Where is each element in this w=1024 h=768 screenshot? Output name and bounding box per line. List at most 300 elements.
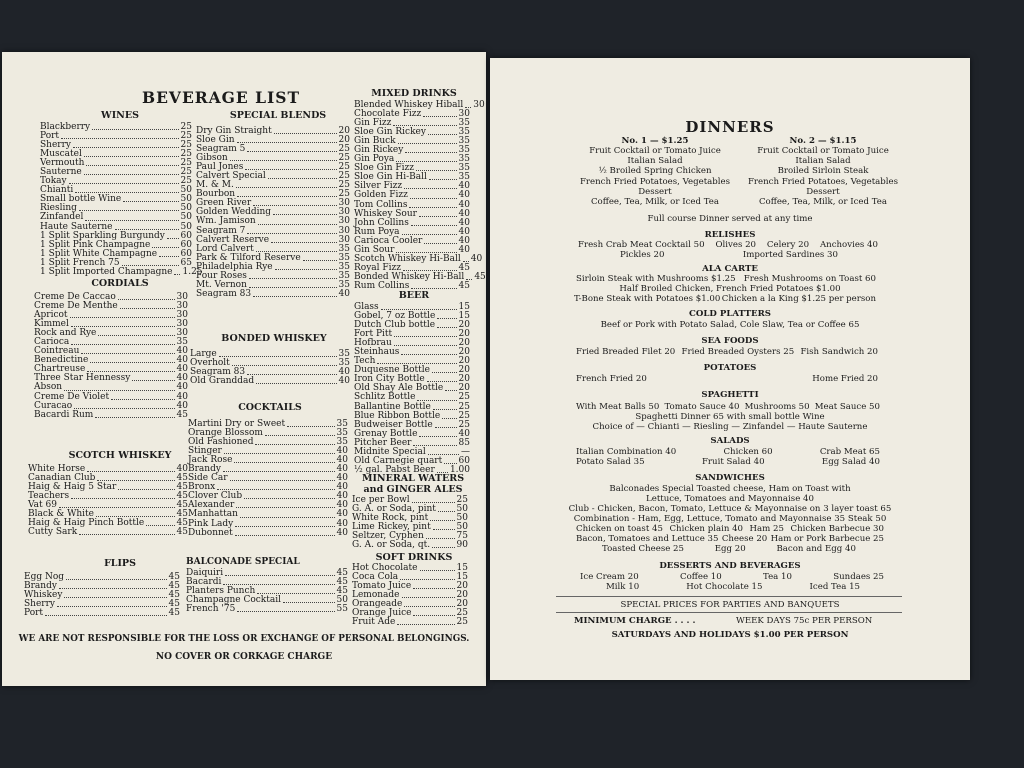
dot-leader bbox=[152, 247, 178, 248]
menu-item-name: Sherry bbox=[40, 140, 71, 151]
menu-item-name: Philadelphia Rye bbox=[196, 261, 273, 272]
menu-item-name: Sloe Gin Rickey bbox=[354, 127, 426, 138]
dot-leader bbox=[405, 152, 456, 153]
menu-entry: Mushrooms 50 bbox=[744, 402, 810, 412]
dot-leader bbox=[71, 344, 174, 345]
menu-item-name: 1 Split Pink Champagne bbox=[40, 239, 151, 250]
dot-leader bbox=[59, 507, 175, 508]
menu-item-name: Carioca bbox=[34, 337, 70, 348]
menu-item-price: 35 bbox=[336, 437, 348, 448]
menu-item-price: 60 bbox=[180, 230, 192, 241]
menu-item-price: 30 bbox=[176, 319, 188, 330]
menu-item-price: 25 bbox=[180, 176, 192, 187]
menu-item-name: Riesling bbox=[40, 203, 77, 214]
menu-item-price: 40 bbox=[458, 208, 470, 219]
menu-item-name: Gibson bbox=[196, 153, 228, 164]
menu-item-price: 40 bbox=[336, 518, 348, 529]
scotch-list bbox=[28, 465, 188, 537]
menu-item-name: Overholt bbox=[190, 358, 230, 369]
dot-leader bbox=[132, 380, 174, 381]
dot-leader bbox=[57, 606, 167, 607]
menu-item-name: Large bbox=[190, 349, 217, 359]
menu-item-name: Mt. Vernon bbox=[196, 279, 247, 290]
dot-leader bbox=[118, 299, 175, 300]
menu-item-price: 20 bbox=[456, 599, 468, 610]
menu-item bbox=[352, 541, 468, 550]
dot-leader bbox=[427, 381, 457, 382]
dot-leader bbox=[466, 279, 472, 280]
menu-entry: Ham 25 bbox=[749, 524, 784, 534]
menu-item-name: Old Fashioned bbox=[188, 437, 254, 448]
dot-leader bbox=[81, 353, 174, 354]
menu-item-name: Ballantine Bottle bbox=[354, 401, 431, 412]
dot-leader bbox=[236, 187, 337, 188]
menu-item-price: 25 bbox=[458, 401, 470, 412]
dot-leader bbox=[423, 116, 456, 117]
menu-item-price: 20 bbox=[458, 365, 470, 376]
menu-item-name: Golden Fizz bbox=[354, 190, 408, 201]
menu-item-price: 35 bbox=[338, 279, 350, 290]
menu-item-name: Lime Rickey, pint bbox=[352, 522, 431, 533]
spaghetti-row-1 bbox=[576, 402, 880, 412]
beer-list bbox=[354, 303, 470, 475]
dot-leader bbox=[426, 538, 455, 539]
menu-entry: Celery 20 bbox=[766, 240, 810, 250]
dinners-title: DINNERS bbox=[685, 118, 775, 136]
menu-item-name: Chartreuse bbox=[34, 364, 86, 375]
soft-drinks-list bbox=[352, 564, 468, 627]
menu-item-price: 45 bbox=[176, 500, 188, 511]
menu-item-name: Egg Nog bbox=[24, 572, 65, 582]
menu-item-price: 45 bbox=[176, 518, 188, 529]
menu-item-price: 25 bbox=[338, 153, 350, 164]
menu-item-name: M. & M. bbox=[196, 180, 234, 191]
menu-item-price: 35 bbox=[458, 172, 470, 183]
dot-leader bbox=[217, 489, 334, 490]
menu-entry: Ham or Pork Barbecue 25 bbox=[770, 534, 884, 544]
ala-carte-heading: ALA CARTE bbox=[702, 264, 758, 274]
menu-entry: Fried Breaded Oysters 25 bbox=[681, 347, 795, 357]
menu-item-name: G. A. or Soda, qt. bbox=[352, 540, 431, 551]
menu-item-price: 30 bbox=[176, 292, 188, 302]
beer-heading: BEER bbox=[398, 290, 430, 301]
balconade-list bbox=[186, 569, 348, 614]
menu-item-name: Chianti bbox=[40, 185, 74, 196]
dot-leader bbox=[403, 270, 457, 271]
dot-leader bbox=[95, 417, 174, 418]
menu-item-price: 25 bbox=[338, 180, 350, 191]
menu-item-name: Vermouth bbox=[40, 158, 85, 169]
dot-leader bbox=[404, 606, 454, 607]
menu-entry: Fruit Salad 40 bbox=[701, 457, 765, 467]
menu-item bbox=[40, 123, 192, 132]
menu-item-name: Tom Collins bbox=[354, 199, 408, 210]
menu-item-price: 1.25 bbox=[182, 266, 203, 277]
salads-row-1 bbox=[576, 447, 880, 457]
menu-item-price: 50 bbox=[180, 194, 192, 205]
menu-item-name: Calvert Reserve bbox=[196, 234, 270, 245]
menu-item-name: Orange Juice bbox=[352, 608, 412, 619]
menu-item-price: 30 bbox=[338, 225, 350, 236]
menu-item-price: 35 bbox=[176, 337, 188, 348]
dinner-no1-lines bbox=[560, 146, 750, 207]
menu-item-price: 45 bbox=[168, 608, 180, 619]
menu-item-price: 20 bbox=[456, 590, 468, 601]
dinner-no1 bbox=[560, 136, 750, 207]
dot-leader bbox=[445, 390, 456, 391]
wines-list bbox=[40, 122, 203, 277]
bonded-heading: BONDED WHISKEY bbox=[221, 333, 327, 344]
menu-item-name: Scotch Whiskey Hi-Ball bbox=[354, 253, 461, 264]
dot-leader bbox=[413, 445, 456, 446]
dot-leader bbox=[225, 575, 334, 576]
dot-leader bbox=[232, 365, 337, 366]
menu-item-name: Seltzer, Cyphen bbox=[352, 531, 424, 542]
menu-item-name: Silver Fizz bbox=[354, 181, 403, 192]
dot-leader bbox=[236, 507, 334, 508]
menu-item-name: Schlitz Bottle bbox=[354, 392, 416, 403]
menu-item-name: Bacardi bbox=[186, 577, 222, 588]
menu-item-name: Tokay bbox=[40, 176, 67, 187]
menu-item-name: Royal Fizz bbox=[354, 262, 401, 273]
dot-leader bbox=[274, 133, 337, 134]
cocktails-heading: COCKTAILS bbox=[238, 402, 302, 413]
responsibility-notice: WE ARE NOT RESPONSIBLE FOR THE LOSS OR EXCHANGE OF PERSONAL BELONGINGS. bbox=[18, 634, 470, 644]
menu-item-name: Abson bbox=[34, 382, 63, 393]
menu-item-price: 40 bbox=[338, 367, 350, 378]
dot-leader bbox=[253, 205, 336, 206]
menu-entry: Sundaes 25 bbox=[833, 572, 884, 582]
menu-item-name: Four Roses bbox=[196, 270, 247, 281]
menu-item-price: 30 bbox=[176, 301, 188, 312]
menu-item-name: Side Car bbox=[188, 473, 228, 484]
spaghetti-heading: SPAGHETTI bbox=[701, 390, 759, 400]
dot-leader bbox=[66, 579, 167, 580]
menu-item-price: 20 bbox=[458, 356, 470, 367]
menu-item-price: 60 bbox=[180, 239, 192, 250]
relishes-row-1 bbox=[578, 240, 878, 250]
full-course-note: Full course Dinner served at any time bbox=[647, 214, 813, 224]
menu-item-name: Bourbon bbox=[196, 189, 236, 200]
sea-foods-heading: SEA FOODS bbox=[701, 336, 759, 346]
ala-carte-row-3 bbox=[574, 294, 876, 304]
sandwiches-line-4: Combination - Ham, Egg, Lettuce, Tomato and Mayonnaise 35 Steak 50 bbox=[573, 514, 887, 524]
menu-item-price: 15 bbox=[458, 302, 470, 312]
menu-item-price: 60 bbox=[458, 455, 470, 466]
dot-leader bbox=[70, 317, 175, 318]
dot-leader bbox=[396, 252, 456, 253]
menu-item-name: 1 Split French 75 bbox=[40, 257, 120, 268]
dot-leader bbox=[401, 354, 456, 355]
menu-item-price: 20 bbox=[458, 329, 470, 340]
menu-item-name: Teachers bbox=[28, 491, 70, 502]
dot-leader bbox=[442, 418, 456, 419]
desserts-heading: DESSERTS AND BEVERAGES bbox=[659, 561, 801, 571]
menu-item-price: 35 bbox=[458, 136, 470, 147]
mineral-waters-heading: MINERAL WATERS and GINGER ALES bbox=[361, 473, 465, 495]
dot-leader bbox=[402, 597, 455, 598]
dot-leader bbox=[120, 308, 175, 309]
menu-item-price: 30 bbox=[176, 310, 188, 321]
dinner-line: Coffee, Tea, Milk, or Iced Tea bbox=[590, 197, 719, 208]
dot-leader bbox=[410, 198, 457, 199]
menu-item-price: 45 bbox=[336, 577, 348, 588]
dinner-line: Fruit Cocktail or Tomato Juice bbox=[757, 146, 889, 156]
menu-item-price: 90 bbox=[456, 540, 468, 551]
menu-item-price: 75 bbox=[456, 531, 468, 542]
menu-item-name: Brandy bbox=[24, 581, 57, 592]
dot-leader bbox=[429, 179, 457, 180]
menu-item-name: John Collins bbox=[354, 217, 409, 228]
menu-item-price: 15 bbox=[456, 572, 468, 583]
dot-leader bbox=[87, 471, 174, 472]
dinner-line: French Fried Potatoes, Vegetables bbox=[747, 176, 899, 187]
menu-item-name: Glass bbox=[354, 302, 379, 312]
potatoes-row bbox=[576, 374, 878, 384]
menu-item-name: Whiskey bbox=[24, 590, 63, 601]
menu-item-name: Apricot bbox=[34, 310, 68, 321]
dot-leader bbox=[159, 256, 178, 257]
menu-item-price: 40 bbox=[336, 473, 348, 484]
dot-leader bbox=[71, 326, 175, 327]
menu-item-price: 35 bbox=[458, 127, 470, 138]
dinner-no1-heading: No. 1 — $1.25 bbox=[621, 136, 689, 146]
menu-item-name: Creme De Violet bbox=[34, 391, 110, 402]
salads-heading: SALADS bbox=[710, 436, 750, 446]
menu-item-price: 40 bbox=[470, 253, 483, 264]
menu-item-price: 35 bbox=[458, 163, 470, 174]
dot-leader bbox=[419, 216, 457, 217]
menu-entry: Egg Salad 40 bbox=[821, 457, 880, 467]
dot-leader bbox=[257, 593, 334, 594]
dot-leader bbox=[404, 188, 456, 189]
dot-leader bbox=[275, 269, 337, 270]
menu-entry: Iced Tea 15 bbox=[809, 582, 860, 592]
mixed-drinks-heading: MIXED DRINKS bbox=[371, 88, 457, 99]
dot-leader bbox=[303, 260, 337, 261]
menu-item-name: Blue Ribbon Bottle bbox=[354, 410, 441, 421]
dot-leader bbox=[235, 535, 335, 536]
dot-leader bbox=[255, 444, 334, 445]
menu-item-name: 1 Split Sparkling Burgundy bbox=[40, 230, 165, 241]
spaghetti-row-2: Spaghetti Dinner 65 with small bottle Wine bbox=[635, 412, 825, 422]
menu-item-price: 20 bbox=[458, 320, 470, 331]
menu-item-price: 40 bbox=[458, 199, 470, 210]
dot-leader bbox=[249, 278, 337, 279]
dot-leader bbox=[268, 178, 337, 179]
menu-item-price: 25 bbox=[458, 410, 470, 421]
dot-leader bbox=[428, 454, 459, 455]
bonded-list bbox=[190, 350, 350, 386]
menu-item-name: Champagne Cocktail bbox=[186, 595, 281, 606]
menu-item-name: Gin Sour bbox=[354, 244, 395, 255]
menu-item-price: 45 bbox=[474, 271, 486, 282]
dinner-line: Dessert bbox=[638, 186, 672, 197]
menu-entry: Milk 10 bbox=[606, 582, 640, 592]
menu-item-name: Planters Punch bbox=[186, 586, 256, 597]
menu-item-price: 35 bbox=[336, 419, 348, 429]
dot-leader bbox=[240, 517, 335, 518]
flips-list bbox=[24, 573, 180, 618]
menu-item-price: 25 bbox=[338, 189, 350, 200]
special-blends-heading: SPECIAL BLENDS bbox=[229, 110, 327, 121]
desserts-row-2 bbox=[606, 582, 860, 592]
dot-leader bbox=[59, 588, 167, 589]
menu-item-price: 45 bbox=[336, 568, 348, 578]
menu-item-price: 50 bbox=[180, 185, 192, 196]
dot-leader bbox=[411, 225, 457, 226]
dot-leader bbox=[258, 224, 337, 225]
menu-entry: Home Fried 20 bbox=[812, 374, 878, 384]
menu-item-price: 35 bbox=[338, 270, 350, 281]
menu-item-name: Bacardi Rum bbox=[34, 409, 94, 420]
menu-entry: With Meat Balls 50 bbox=[576, 402, 660, 412]
menu-item-name: Steinhaus bbox=[354, 347, 400, 358]
menu-item-name: Rum Poya bbox=[354, 226, 400, 237]
dot-leader bbox=[433, 529, 455, 530]
menu-item-price: 30 bbox=[458, 109, 470, 120]
sea-foods-row bbox=[576, 347, 878, 357]
dot-leader bbox=[234, 462, 334, 463]
menu-item-price: 1.00 bbox=[449, 464, 470, 475]
menu-item bbox=[24, 609, 180, 618]
menu-item-price: 35 bbox=[338, 349, 350, 359]
dinner-line: Italian Salad bbox=[627, 156, 683, 167]
menu-item-name: Black & White bbox=[28, 509, 94, 520]
dot-leader bbox=[219, 356, 337, 357]
dot-leader bbox=[247, 233, 336, 234]
menu-item-name: Carioca Cooler bbox=[354, 235, 423, 246]
menu-item-price: 30 bbox=[338, 234, 350, 245]
mixed-drinks-list bbox=[354, 100, 486, 291]
dot-leader bbox=[256, 383, 336, 384]
menu-entry: Chicken on toast 45 bbox=[576, 524, 663, 534]
menu-item-name: Brandy bbox=[188, 464, 221, 475]
menu-item-price: 30 bbox=[338, 198, 350, 209]
menu-item-name: Vat 69 bbox=[28, 500, 57, 511]
menu-item-name: Alexander bbox=[188, 500, 235, 511]
menu-item-price: 45 bbox=[168, 599, 180, 610]
menu-item-name: Three Star Hennessy bbox=[34, 373, 131, 384]
menu-item-name: Haute Sauterne bbox=[40, 221, 113, 232]
menu-entry: Pickles 20 bbox=[620, 250, 665, 260]
menu-item-price: 45 bbox=[176, 509, 188, 520]
menu-item-price: 35 bbox=[458, 154, 470, 165]
dot-leader bbox=[433, 409, 457, 410]
dot-leader bbox=[122, 265, 179, 266]
menu-item bbox=[40, 266, 203, 277]
menu-item-name: Seagram 7 bbox=[196, 225, 246, 236]
menu-item-name: Small bottle Wine bbox=[40, 194, 122, 205]
menu-item-name: Orangeade bbox=[352, 599, 403, 610]
menu-item-price: 45 bbox=[176, 409, 188, 420]
dot-leader bbox=[118, 489, 174, 490]
menu-item-price: 20 bbox=[338, 126, 350, 136]
menu-item-name: Canadian Club bbox=[28, 473, 96, 484]
dinner-line: Italian Salad bbox=[795, 156, 851, 167]
menu-item-name: Chocolate Fizz bbox=[354, 109, 422, 120]
menu-item-name: Orange Blossom bbox=[188, 428, 263, 439]
menu-item-name: Whiskey Sour bbox=[354, 208, 417, 219]
cold-platters-line: Beef or Pork with Potato Salad, Cole Slaw, Tea or Coffee 65 bbox=[600, 320, 860, 330]
menu-item-name: Seagram 5 bbox=[196, 144, 246, 155]
menu-item-price: 40 bbox=[176, 373, 188, 384]
menu-item-price: 40 bbox=[458, 235, 470, 246]
dot-leader bbox=[79, 534, 174, 535]
menu-entry: Toasted Cheese 25 bbox=[602, 544, 684, 554]
sandwiches-heading: SANDWICHES bbox=[695, 473, 765, 483]
cocktails-list bbox=[188, 420, 348, 538]
menu-item-name: Tech bbox=[354, 356, 376, 367]
dot-leader bbox=[98, 335, 174, 336]
dot-leader bbox=[393, 125, 456, 126]
menu-item-name: Golden Wedding bbox=[196, 207, 272, 218]
menu-item-name: Ice per Bowl bbox=[352, 495, 410, 505]
menu-entry: Chicken plain 40 bbox=[669, 524, 744, 534]
menu-item bbox=[34, 411, 188, 420]
menu-item-name: Iron City Bottle bbox=[354, 374, 425, 385]
menu-item-price: 25 bbox=[338, 162, 350, 173]
menu-item-name: Seagram 83 bbox=[190, 367, 246, 378]
menu-item-price: 55 bbox=[336, 604, 348, 615]
menu-item-name: Gobel, 7 oz Bottle bbox=[354, 311, 436, 322]
menu-item-price: 25 bbox=[456, 608, 468, 619]
dot-leader bbox=[235, 526, 334, 527]
menu-entry: Imported Sardines 30 bbox=[742, 250, 838, 260]
menu-item-price: 50 bbox=[180, 203, 192, 214]
dot-leader bbox=[230, 480, 335, 481]
menu-item-name: 1 Split Imported Champagne bbox=[40, 266, 173, 277]
dot-leader bbox=[432, 372, 457, 373]
menu-item-price: 60 bbox=[180, 248, 192, 259]
flips-heading: FLIPS bbox=[104, 558, 136, 569]
minimum-charge-label: MINIMUM CHARGE . . . . bbox=[574, 616, 696, 626]
menu-item-price: 40 bbox=[336, 491, 348, 502]
menu-item-name: Dutch Club bottle bbox=[354, 320, 436, 331]
menu-item-name: Coca Cola bbox=[352, 572, 399, 583]
dinner-no2-heading: No. 2 — $1.15 bbox=[789, 136, 857, 146]
dinner-line: Coffee, Tea, Milk, or Iced Tea bbox=[758, 197, 887, 208]
dinner-no2-lines bbox=[728, 146, 918, 207]
cordials-heading: CORDIALS bbox=[91, 278, 149, 289]
menu-entry: Ice Cream 20 bbox=[580, 572, 639, 582]
dot-leader bbox=[249, 287, 337, 288]
beverage-list-title: BEVERAGE LIST bbox=[142, 88, 300, 107]
menu-item-price: 40 bbox=[176, 464, 188, 474]
dot-leader bbox=[73, 147, 179, 148]
menu-item-price: 40 bbox=[458, 226, 470, 237]
menu-item-price: 45 bbox=[176, 491, 188, 502]
menu-item-price: 45 bbox=[176, 473, 188, 484]
saturdays-note: SATURDAYS AND HOLIDAYS $1.00 PER PERSON bbox=[611, 630, 849, 640]
menu-item-price: 45 bbox=[168, 572, 180, 582]
sandwiches-row-7 bbox=[602, 544, 856, 554]
dot-leader bbox=[424, 243, 456, 244]
dot-leader bbox=[412, 502, 455, 503]
menu-item-name: Duquesne Bottle bbox=[354, 365, 430, 376]
menu-item-name: Seagram 83 bbox=[196, 288, 252, 299]
menu-item-name: Blended Whiskey Hiball bbox=[354, 100, 464, 110]
menu-item-price: 25 bbox=[180, 158, 192, 169]
menu-item-name: G. A. or Soda, pint bbox=[352, 504, 436, 515]
menu-item-price: 40 bbox=[176, 382, 188, 393]
menu-item-price: 45 bbox=[458, 280, 470, 291]
menu-item-price: 40 bbox=[336, 455, 348, 466]
dot-leader bbox=[123, 201, 178, 202]
menu-item-name: Port bbox=[24, 608, 44, 619]
menu-item-price: 45 bbox=[168, 581, 180, 592]
dot-leader bbox=[265, 435, 335, 436]
